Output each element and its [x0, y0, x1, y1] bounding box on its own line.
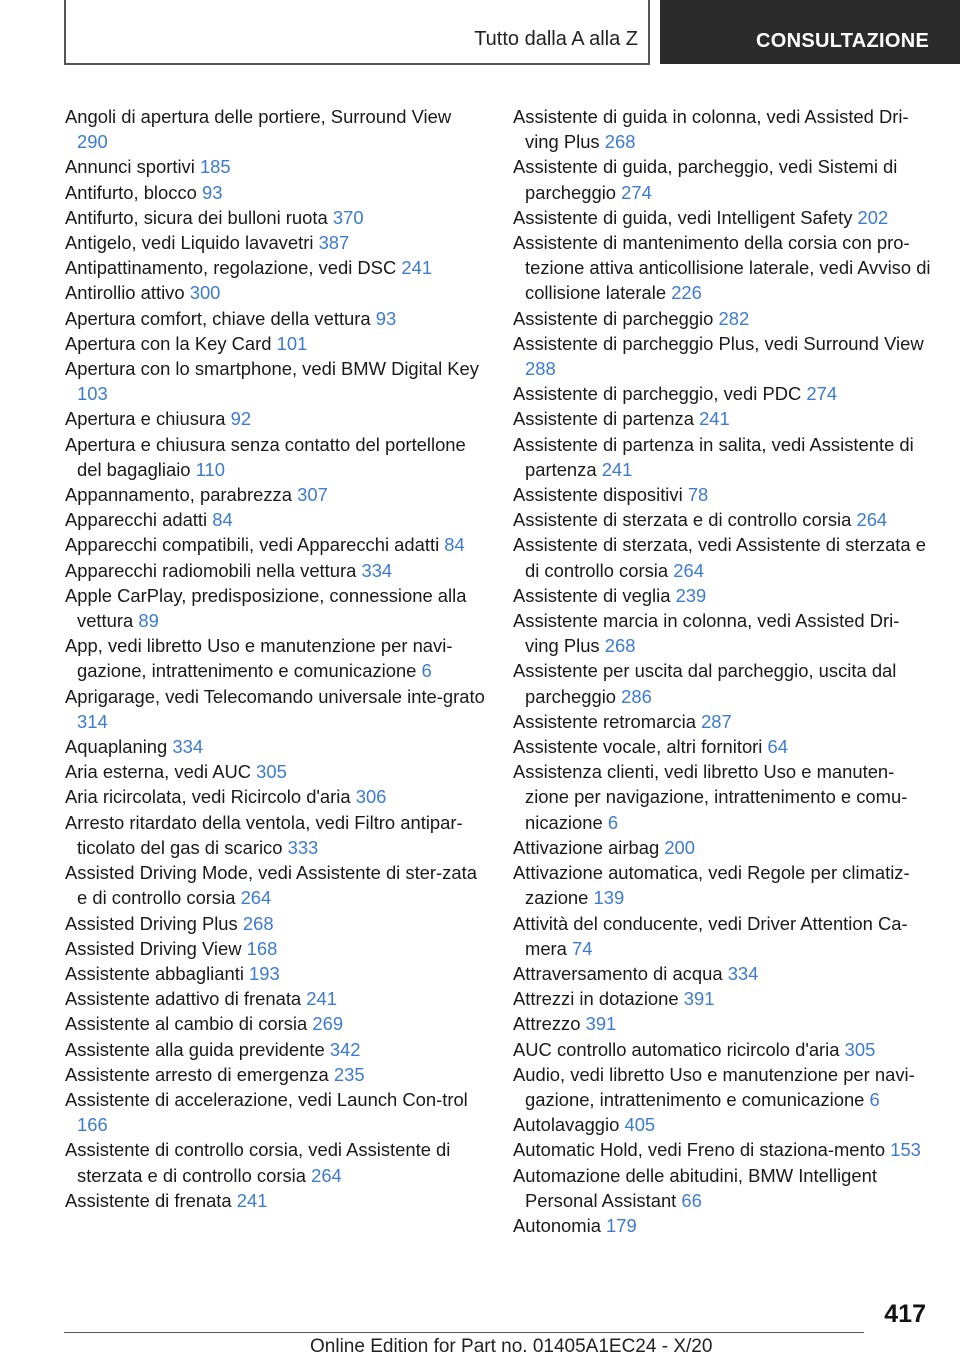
index-entry — [65, 306, 485, 331]
index-entry — [513, 1062, 933, 1112]
index-entry-text: Angoli di apertura delle portiere, Surround View — [65, 106, 452, 127]
index-entry — [513, 507, 933, 532]
index-entry — [65, 154, 485, 179]
page-link[interactable]: 342 — [329, 1038, 361, 1060]
index-entry — [513, 532, 933, 582]
index-entry — [513, 835, 933, 860]
index-entry — [65, 532, 485, 557]
index-entry-text: Assistente di parcheggio Plus, vedi Surround View — [513, 332, 924, 354]
index-entry — [513, 104, 933, 154]
index-entry — [65, 104, 485, 154]
page-link[interactable]: 193 — [249, 962, 280, 984]
index-entry-text: Apparecchi radiomobili nella vettura — [65, 559, 357, 581]
page-link[interactable]: 269 — [312, 1013, 344, 1035]
page-link[interactable]: 264 — [311, 1164, 342, 1186]
index-entry — [65, 961, 485, 986]
index-entry-text: Assistente adattivo di frenata — [65, 988, 302, 1010]
page-link[interactable]: 314 — [77, 710, 108, 732]
index-entry-text: Antipattinamento, regolazione, vedi DSC — [65, 257, 397, 279]
page-link[interactable]: 274 — [806, 383, 838, 405]
page-link[interactable]: 274 — [621, 181, 652, 203]
index-entry — [65, 860, 485, 910]
index-entry-text: Assistente di mantenimento della corsia con pro‐tezione attiva anticollisione laterale, vedi Avviso di collisione laterale — [513, 232, 931, 304]
index-entry — [65, 356, 485, 406]
index-entry-text: Assistente di sterzata, vedi Assistente di sterzata e di controllo corsia — [513, 534, 926, 581]
index-entry — [513, 432, 933, 482]
index-entry-text: Assistente di accelerazione, vedi Launch Con‐trol — [65, 1088, 468, 1110]
index-entry — [65, 331, 485, 356]
index-entry — [65, 558, 485, 583]
page-link[interactable]: 264 — [240, 887, 272, 909]
index-entry — [513, 759, 933, 835]
header-left-rule — [64, 0, 66, 64]
page-link[interactable]: 264 — [856, 509, 888, 531]
index-entry — [65, 205, 485, 230]
index-entry — [513, 406, 933, 431]
index-entry — [513, 1137, 933, 1162]
index-entry-text: Assistente di parcheggio — [513, 307, 714, 329]
index-entry-text: Attivazione airbag — [513, 836, 660, 858]
index-entry-text: Attivazione automatica, vedi Regole per climatiz‐zazione — [513, 862, 910, 909]
index-entry — [65, 255, 485, 280]
index-entry-text: Assistente di sterzata e di controllo corsia — [513, 509, 852, 531]
index-entry-text: Assistente di veglia — [513, 584, 671, 606]
page-link[interactable]: 333 — [287, 836, 319, 858]
index-entry-text: Assistente di parcheggio, vedi PDC — [513, 383, 802, 405]
index-entry — [513, 860, 933, 910]
page-link[interactable]: 387 — [318, 232, 350, 254]
page-link[interactable]: 78 — [687, 484, 709, 506]
index-entry-text: Antigelo, vedi Liquido lavavetri — [65, 232, 314, 254]
page-link[interactable]: 391 — [585, 1013, 617, 1035]
index-entry — [65, 1087, 485, 1137]
index-column-right — [513, 104, 933, 1238]
index-entry-text: Assistente per uscita dal parcheggio, uscita dal parcheggio — [513, 660, 897, 707]
page-link[interactable]: 226 — [671, 282, 702, 304]
index-entry — [513, 306, 933, 331]
index-entry-text: Apertura con la Key Card — [65, 332, 272, 354]
page-link[interactable]: 103 — [77, 383, 108, 405]
page-link[interactable]: 110 — [195, 458, 225, 480]
index-entry-text: Autolavaggio — [513, 1114, 620, 1136]
index-entry-text: Antifurto, sicura dei bulloni ruota — [65, 206, 328, 228]
index-entry-text: Assistente di frenata — [65, 1189, 232, 1211]
index-entry-text: Assistente dispositivi — [513, 484, 683, 506]
page-link[interactable]: 241 — [601, 458, 633, 480]
page-link[interactable]: 239 — [675, 584, 707, 606]
index-entry — [65, 1062, 485, 1087]
index-entry-text: Attrezzo — [513, 1013, 581, 1035]
page-link[interactable]: 84 — [212, 509, 233, 531]
index-entry-text: Aquaplaning — [65, 736, 168, 758]
index-entry-text: Assistente di guida in colonna, vedi Assisted Dri‐ving Plus — [513, 106, 909, 153]
index-entry — [513, 583, 933, 608]
page-link[interactable]: 166 — [77, 1114, 108, 1136]
index-entry-text: Assistente vocale, altri fornitori — [513, 736, 763, 758]
index-entry — [513, 482, 933, 507]
index-entry-text: Assistente di controllo corsia, vedi Assistente di sterzata e di controllo corsia — [65, 1139, 451, 1186]
index-entry-text: Aria esterna, vedi AUC — [65, 761, 252, 783]
page-link[interactable]: 235 — [333, 1063, 365, 1085]
index-entry — [513, 154, 933, 204]
page-link[interactable]: 300 — [189, 282, 221, 304]
index-entry-text: Assistenza clienti, vedi libretto Uso e manuten‐zione per navigazione, intrattenimento e comu‐nicazione — [513, 761, 908, 833]
page-link[interactable]: 370 — [332, 206, 364, 228]
index-entry-text: Apple CarPlay, predisposizione, connessione alla vettura — [65, 584, 467, 632]
index-entry-text: Attraversamento di acqua — [513, 962, 723, 984]
footer-edition: Online Edition for Part no. 01405A1EC24 - X/20 — [310, 1336, 713, 1357]
page-link[interactable]: 306 — [355, 786, 387, 808]
section-title: Tutto dalla A alla Z — [474, 28, 638, 50]
index-entry — [513, 381, 933, 406]
index-entry — [65, 1011, 485, 1036]
index-entry-text: Apertura comfort, chiave della vettura — [65, 307, 371, 329]
page-link[interactable]: 139 — [593, 887, 625, 909]
index-entry — [65, 406, 485, 431]
header-bottom-rule — [64, 63, 648, 65]
index-entry-text: Assistente alla guida previdente — [65, 1038, 325, 1060]
index-entry — [65, 180, 485, 205]
page-link[interactable]: 89 — [138, 610, 159, 632]
index-entry-text: Assisted Driving Mode, vedi Assistente di ster‐zata e di controllo corsia — [65, 862, 477, 909]
index-entry-text: App, vedi libretto Uso e manutenzione per navi‐gazione, intrattenimento e comunicazione — [65, 635, 453, 682]
index-entry — [513, 230, 933, 306]
index-entry — [513, 961, 933, 986]
index-entry — [65, 280, 485, 305]
page-link[interactable]: 287 — [701, 710, 732, 732]
index-entry-text: Assistente al cambio di corsia — [65, 1013, 308, 1035]
page-link[interactable]: 64 — [767, 736, 788, 758]
index-entry-text: Apparecchi adatti — [65, 509, 208, 531]
page-link[interactable]: 6 — [869, 1088, 880, 1110]
page-link[interactable]: 101 — [276, 332, 308, 354]
index-entry-text: Aria ricircolata, vedi Ricircolo d'aria — [65, 786, 351, 808]
index-entry — [65, 1037, 485, 1062]
page-link[interactable]: 168 — [246, 937, 278, 959]
page-link[interactable]: 84 — [444, 534, 465, 556]
index-entry — [513, 1011, 933, 1036]
page-link[interactable]: 391 — [683, 988, 715, 1010]
page-link[interactable]: 264 — [673, 559, 704, 581]
index-entry-text: Appannamento, parabrezza — [65, 484, 292, 506]
index-entry — [65, 810, 485, 860]
page-link[interactable]: 241 — [306, 988, 337, 1010]
index-entry — [65, 734, 485, 759]
index-entry-text: Annunci sportivi — [65, 156, 195, 178]
index-entry-text: Assisted Driving Plus — [65, 912, 238, 934]
index-entry-text: Attività del conducente, vedi Driver Attention Ca‐mera — [513, 912, 908, 959]
page-link[interactable]: 153 — [890, 1139, 921, 1161]
index-entry-text: Antifurto, blocco — [65, 181, 197, 203]
index-entry-text: Antirollio attivo — [65, 282, 185, 304]
page-link[interactable]: 241 — [401, 257, 433, 279]
index-entry-text: Automazione delle abitudini, BMW Intelligent Personal Assistant — [513, 1164, 877, 1211]
page-link[interactable]: 268 — [604, 635, 636, 657]
index-entry-text: Assistente di guida, parcheggio, vedi Sistemi di parcheggio — [513, 156, 898, 203]
index-entry — [65, 583, 485, 633]
page-link[interactable]: 334 — [361, 559, 393, 581]
page-link[interactable]: 74 — [572, 937, 593, 959]
page-link[interactable]: 334 — [727, 962, 759, 984]
index-entry-text: Audio, vedi libretto Uso e manutenzione per navi‐gazione, intrattenimento e comunicazione — [513, 1063, 915, 1110]
page-link[interactable]: 268 — [242, 912, 274, 934]
index-entry — [513, 1112, 933, 1137]
index-entry-text: Apertura e chiusura senza contatto del portellone del bagagliaio — [65, 433, 466, 480]
index-column-left — [65, 104, 485, 1213]
index-entry — [513, 608, 933, 658]
page-link[interactable]: 179 — [606, 1214, 637, 1236]
index-entry-text: Apparecchi compatibili, vedi Apparecchi adatti — [65, 534, 440, 556]
index-entry-text: Assistente di partenza — [513, 408, 694, 430]
index-entry — [513, 734, 933, 759]
page-link[interactable]: 93 — [375, 307, 397, 329]
page-link[interactable]: 282 — [718, 307, 750, 329]
page-link[interactable]: 66 — [681, 1189, 702, 1211]
index-entry-text: Attrezzi in dotazione — [513, 988, 679, 1010]
page-link[interactable]: 305 — [256, 761, 287, 783]
page-link[interactable]: 93 — [202, 181, 223, 203]
index-entry-text: Apertura con lo smartphone, vedi BMW Digital Key — [65, 358, 479, 380]
page-link[interactable]: 241 — [699, 408, 730, 430]
index-entry — [65, 684, 485, 734]
index-entry — [65, 986, 485, 1011]
page-link[interactable]: 6 — [421, 660, 432, 682]
index-entry — [513, 205, 933, 230]
index-entry-text: Assistente marcia in colonna, vedi Assisted Dri‐ving Plus — [513, 610, 900, 657]
index-entry — [513, 658, 933, 708]
index-entry-text: Aprigarage, vedi Telecomando universale inte‐grato — [65, 685, 485, 707]
page-link[interactable]: 241 — [236, 1189, 268, 1211]
index-entry — [513, 1163, 933, 1213]
index-entry-text: AUC controllo automatico ricircolo d'aria — [513, 1038, 840, 1060]
page-link[interactable]: 307 — [297, 484, 328, 506]
index-entry — [513, 1037, 933, 1062]
page-link[interactable]: 92 — [230, 408, 252, 430]
index-entry-text: Assistente arresto di emergenza — [65, 1063, 329, 1085]
index-entry — [65, 1137, 485, 1187]
page-link[interactable]: 6 — [607, 811, 619, 833]
page-link[interactable]: 268 — [604, 131, 636, 153]
index-entry — [65, 482, 485, 507]
index-entry — [65, 936, 485, 961]
index-entry — [65, 230, 485, 255]
page-link[interactable]: 202 — [857, 206, 889, 228]
page-link[interactable]: 290 — [77, 131, 108, 153]
index-entry-text: Automatic Hold, vedi Freno di staziona‐mento — [513, 1139, 886, 1161]
page-number: 417 — [884, 1300, 926, 1328]
page-link[interactable]: 185 — [199, 156, 231, 178]
index-entry-text: Assistente di partenza in salita, vedi Assistente di partenza — [513, 433, 914, 480]
page-link[interactable]: 288 — [525, 358, 556, 380]
page-link[interactable]: 286 — [621, 685, 652, 707]
index-entry — [513, 331, 933, 381]
page-link[interactable]: 334 — [172, 736, 204, 758]
chapter-tab[interactable]: CONSULTAZIONE — [660, 0, 960, 64]
index-entry — [513, 911, 933, 961]
footer-rule — [64, 1332, 864, 1333]
page-link[interactable]: 200 — [664, 836, 696, 858]
index-entry — [65, 1188, 485, 1213]
index-entry — [65, 432, 485, 482]
index-entry — [513, 709, 933, 734]
index-entry-text: Apertura e chiusura — [65, 408, 226, 430]
index-entry — [65, 911, 485, 936]
index-entry — [65, 784, 485, 809]
index-entry — [513, 986, 933, 1011]
index-entry-text: Autonomia — [513, 1214, 601, 1236]
index-entry — [65, 507, 485, 532]
header-divider — [648, 0, 650, 65]
index-entry-text: Assistente retromarcia — [513, 710, 696, 732]
index-entry-text: Assistente di guida, vedi Intelligent Safety — [513, 206, 853, 228]
index-entry-text: Arresto ritardato della ventola, vedi Filtro antipar‐ticolato del gas di scarico — [65, 811, 463, 858]
index-entry-text: Assistente abbaglianti — [65, 962, 244, 984]
index-entry-text: Assisted Driving View — [65, 937, 242, 959]
index-entry — [65, 633, 485, 683]
page-link[interactable]: 405 — [624, 1114, 656, 1136]
index-entry — [65, 759, 485, 784]
page-link[interactable]: 305 — [844, 1038, 876, 1060]
index-entry — [513, 1213, 933, 1238]
